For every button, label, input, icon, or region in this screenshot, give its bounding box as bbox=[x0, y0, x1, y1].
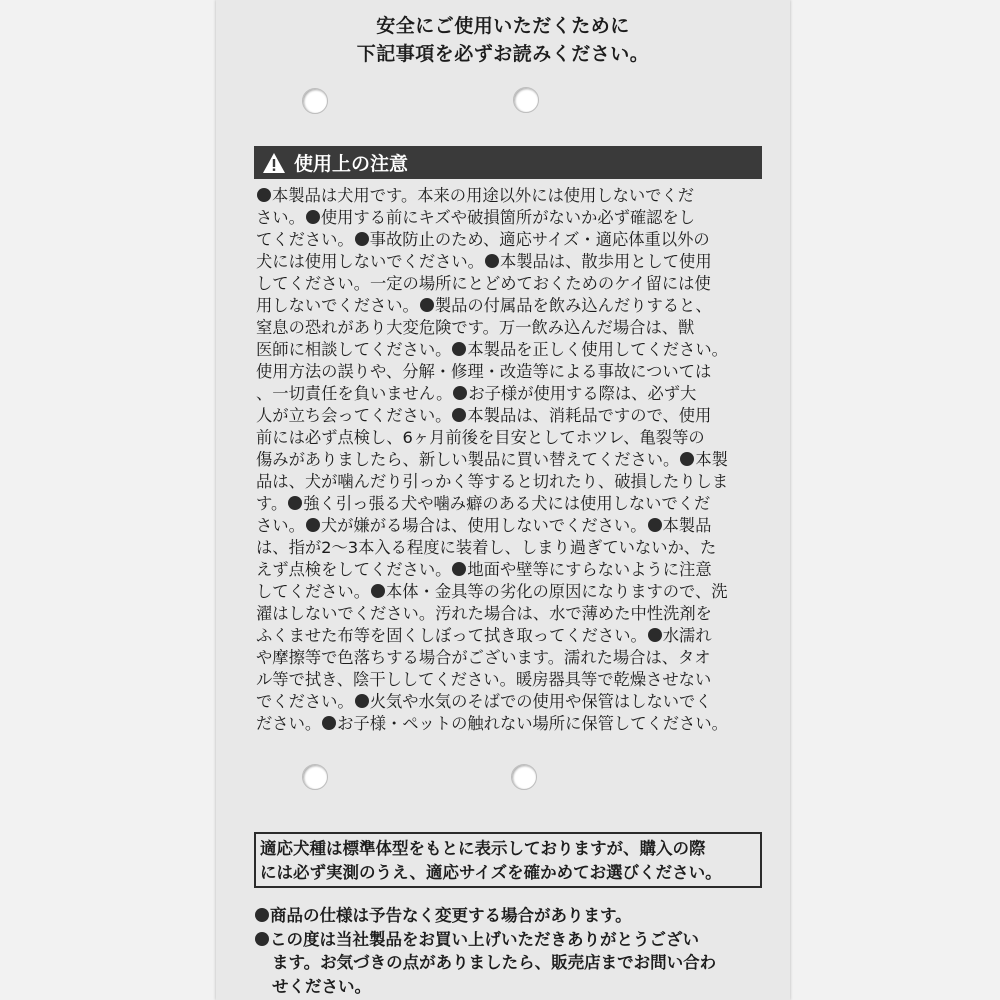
background-left bbox=[0, 0, 216, 1000]
caution-line: してください。 本体・金具等の劣化の原因になりますので、洗 bbox=[256, 582, 728, 601]
caution-line: ださい。 お子様・ペットの触れない場所に保管してください。 bbox=[256, 714, 728, 733]
caution-line: 医師に相談してください。 本製品を正しく使用してください。 bbox=[256, 340, 728, 359]
caution-line: してください。一定の場所にとどめておくためのケイ留には使 bbox=[256, 274, 711, 293]
instruction-card bbox=[216, 0, 790, 1000]
intro-line-1: 安全にご使用いただくために bbox=[376, 15, 630, 37]
caution-line: 、一切責任を負いません。 お子様が使用する際は、必ず大 bbox=[256, 384, 697, 403]
footer-line: 商品の仕様は予告なく変更する場合があります。 bbox=[254, 904, 774, 928]
bullet-dot-icon bbox=[306, 210, 320, 224]
bullet-dot-icon bbox=[648, 628, 662, 642]
punch-hole-top-left bbox=[302, 88, 328, 114]
bullet-dot-icon bbox=[255, 908, 269, 922]
caution-line: ふくませた布等を固くしぼって拭き取ってください。 水濡れ bbox=[256, 626, 712, 645]
bullet-dot-icon bbox=[355, 232, 369, 246]
intro-line-2: 下記事項を必ずお読みください。 bbox=[356, 43, 650, 65]
background-right bbox=[790, 0, 1000, 1000]
bullet-dot-icon bbox=[452, 342, 466, 356]
footer-line: この度は当社製品をお買い上げいただきありがとうござい bbox=[254, 928, 774, 952]
fit-notice-line-1: 適応犬種は標準体型をもとに表示しておりますが、購入の際 bbox=[260, 839, 706, 858]
bullet-dot-icon bbox=[255, 932, 269, 946]
bullet-dot-icon bbox=[453, 386, 467, 400]
caution-line: や摩擦等で色落ちする場合がございます。濡れた場合は、タオ bbox=[256, 648, 711, 667]
intro-text bbox=[216, 12, 790, 68]
caution-title: 使用上の注意 bbox=[294, 153, 409, 175]
caution-line: 用しないでください。 製品の付属品を飲み込んだりすると、 bbox=[256, 296, 712, 315]
footer-line: ます。お気づきの点がありましたら、販売店までお問い合わ bbox=[272, 953, 717, 972]
caution-line: 犬には使用しないでください。 本製品は、散歩用として使用 bbox=[256, 252, 712, 271]
punch-hole-bottom-left bbox=[302, 764, 328, 790]
fit-notice-box bbox=[254, 832, 762, 888]
caution-line: す。 強く引っ張る犬や噛み癖のある犬には使用しないでくだ bbox=[256, 494, 711, 513]
warning-triangle-icon bbox=[262, 152, 286, 174]
caution-line: でください。 火気や水気のそばでの使用や保管はしないでく bbox=[256, 692, 712, 711]
caution-line: 窒息の恐れがあり大変危険です。万一飲み込んだ場合は、獣 bbox=[256, 318, 695, 337]
caution-line: ル等で拭き、陰干ししてください。暖房器具等で乾燥させない bbox=[256, 670, 712, 689]
punch-hole-top-right bbox=[513, 87, 539, 113]
footer-notes bbox=[254, 904, 774, 998]
caution-line: 傷みがありましたら、新しい製品に買い替えてください。 本製 bbox=[256, 450, 728, 469]
caution-line: 濯はしないでください。汚れた場合は、水で薄めた中性洗剤を bbox=[256, 604, 712, 623]
footer-line: せください。 bbox=[272, 976, 371, 996]
bullet-dot-icon bbox=[680, 452, 694, 466]
bullet-dot-icon bbox=[355, 694, 369, 708]
caution-line: 使用方法の誤りや、分解・修理・改造等による事故については bbox=[256, 362, 712, 381]
bullet-dot-icon bbox=[288, 496, 302, 510]
fit-notice-line-2: には必ず実測のうえ、適応サイズを確かめてお選びください。 bbox=[260, 863, 722, 882]
caution-line: さい。 使用する前にキズや破損箇所がないか必ず確認をし bbox=[256, 208, 696, 227]
caution-line: 前には必ず点検し、6ヶ月前後を目安としてホツレ、亀裂等の bbox=[256, 428, 705, 447]
caution-line: 品は、犬が噛んだり引っかく等すると切れたり、破損したりしま bbox=[256, 472, 729, 491]
bullet-dot-icon bbox=[306, 518, 320, 532]
bullet-dot-icon bbox=[485, 254, 499, 268]
bullet-dot-icon bbox=[322, 716, 336, 730]
caution-line: えず点検をしてください。 地面や壁等にすらないように注意 bbox=[256, 560, 712, 579]
bullet-dot-icon bbox=[452, 408, 466, 422]
bullet-dot-icon bbox=[371, 584, 385, 598]
bullet-dot-icon bbox=[648, 518, 662, 532]
bullet-dot-icon bbox=[257, 188, 271, 202]
caution-header bbox=[254, 146, 762, 179]
caution-line: 人が立ち会ってください。 本製品は、消耗品ですので、使用 bbox=[256, 406, 712, 425]
caution-line: は、指が2〜3本入る程度に装着し、しまり過ぎていないか、た bbox=[256, 538, 717, 557]
caution-line: 本製品は犬用です。本来の用途以外には使用しないでくだ bbox=[256, 185, 766, 207]
bullet-dot-icon bbox=[420, 298, 434, 312]
caution-line: てください。 事故防止のため、適応サイズ・適応体重以外の bbox=[256, 230, 710, 249]
punch-hole-bottom-right bbox=[511, 764, 537, 790]
bullet-dot-icon bbox=[452, 562, 466, 576]
caution-notes bbox=[256, 185, 766, 735]
caution-line: さい。 犬が嫌がる場合は、使用しないでください。 本製品 bbox=[256, 516, 712, 535]
